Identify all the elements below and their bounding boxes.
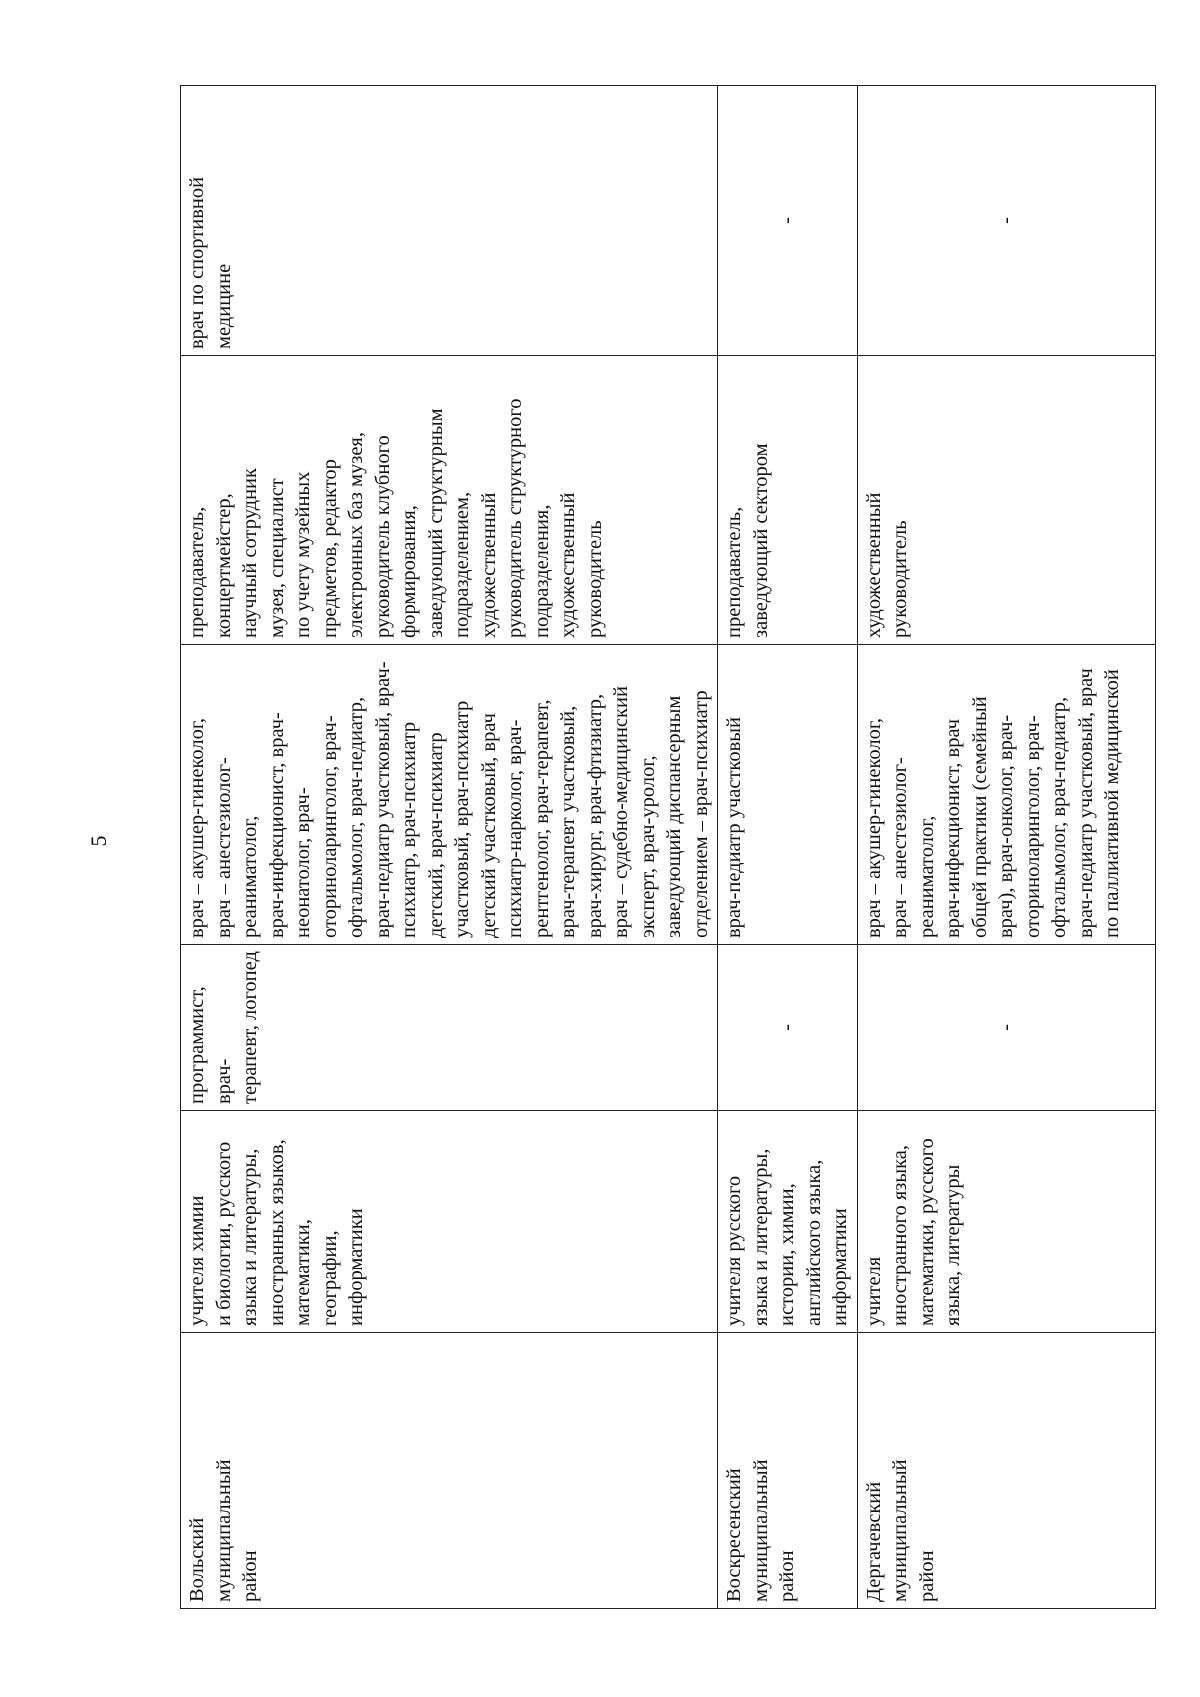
other-specialists-cell: -: [857, 945, 1155, 1111]
district-cell: Дергачевский муниципальный район: [857, 1333, 1155, 1609]
culture-cell: художественный руководитель: [857, 356, 1155, 645]
page-number: 5: [86, 835, 111, 847]
table-row: [718, 86, 858, 1609]
culture-cell: преподаватель, заведующий сектором: [718, 356, 858, 645]
sport-cell: -: [718, 86, 858, 356]
doctors-cell: врач – акушер-гинеколог, врач – анестезиолог-реаниматолог, врач-инфекционист, врач общей практики (семейный врач), врач-онколог, врач- оториноларинголог, врач- офтальмолог, врач-педиатр, врач-педиатр участковый, врач по паллиативной медицинской: [857, 645, 1155, 945]
table-row: [181, 86, 718, 1609]
table-container: [180, 86, 1123, 1609]
culture-cell: преподаватель, концертмейстер, научный сотрудник музея, специалист по учету музейных предметов, редактор электронных баз музея, руководитель клубного формирования, заведующий структурным подразделением, художественный руководитель структурного подразделения, художественный руководитель: [181, 356, 718, 645]
vacancy-table: [180, 85, 1156, 1609]
doctors-cell: врач – акушер-гинеколог, врач – анестезиолог-реаниматолог, врач-инфекционист, врач- неонатолог, врач- оториноларинголог, врач- офтальмолог, врач-педиатр, врач-педиатр участковый, врач- психиатр, врач-психиатр детский, врач-психиатр участковый, врач-психиатр детский участковый, врач психиатр-нарколог, врач- рентгенолог, врач-терапевт, врач-терапевт участковый, врач-хирург, врач-фтизиатр, врач – судебно-медицинский эксперт, врач-уролог, заведующий диспансерным отделением – врач-психиатр: [181, 645, 718, 945]
teachers-cell: учителя иностранного языка, математики, русского языка, литературы: [857, 1111, 1155, 1333]
doctors-cell: врач-педиатр участковый: [718, 645, 858, 945]
sport-cell: врач по спортивной медицине: [181, 86, 718, 356]
district-cell: Вольский муниципальный район: [181, 1333, 718, 1609]
district-cell: Воскресенский муниципальный район: [718, 1333, 858, 1609]
other-specialists-cell: -: [718, 945, 858, 1111]
rotated-table: [180, 86, 1123, 1609]
teachers-cell: учителя химии и биологии, русского языка и литературы, иностранных языков, математики, географии, информатики: [181, 1111, 718, 1333]
other-specialists-cell: программист, врач- терапевт, логопед: [181, 945, 718, 1111]
teachers-cell: учителя русского языка и литературы, истории, химии, английского языка, информатики: [718, 1111, 858, 1333]
table-row: [857, 86, 1155, 1609]
sport-cell: -: [857, 86, 1155, 356]
